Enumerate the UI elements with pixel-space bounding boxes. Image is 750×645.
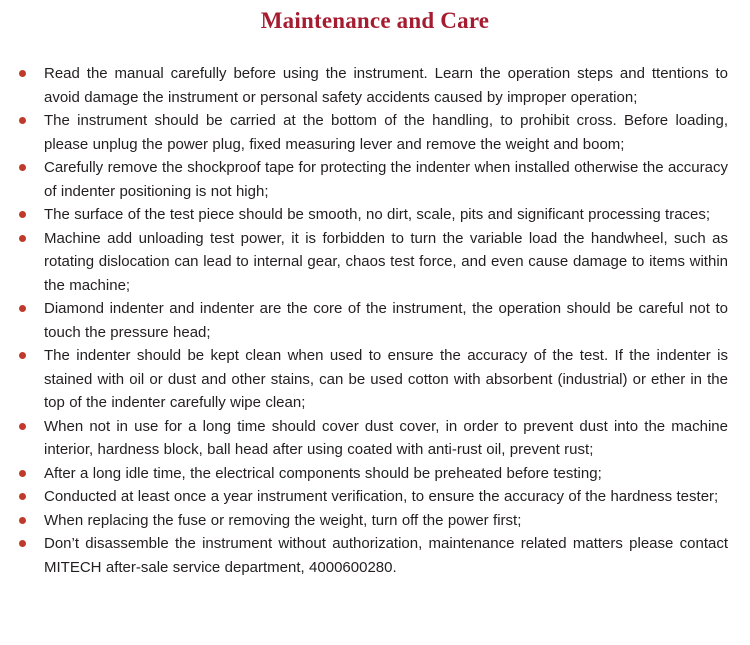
maintenance-bullet-list	[0, 62, 750, 579]
list-item-text: When not in use for a long time should cover dust cover, in order to prevent dust into the machine interior, hardness block, ball head after using coated with anti-rust oil, prevent rust;	[44, 417, 728, 458]
bullet-dot-icon	[0, 156, 44, 180]
list-item	[0, 203, 750, 227]
list-item-text: Don’t disassemble the instrument without authorization, maintenance related matters please contact MITECH after-sale service department, 4000600280.	[44, 535, 728, 576]
list-item	[0, 227, 750, 298]
list-item-text: Diamond indenter and indenter are the core of the instrument, the operation should be careful not to touch the pressure head;	[44, 300, 728, 341]
list-item	[0, 509, 750, 533]
list-item-text: The surface of the test piece should be smooth, no dirt, scale, pits and significant processing traces;	[44, 206, 711, 223]
page-title: Maintenance and Care	[260, 8, 490, 33]
bullet-dot-icon	[0, 297, 44, 321]
list-item	[0, 462, 750, 486]
list-item	[0, 156, 750, 203]
list-item-text: When replacing the fuse or removing the weight, turn off the power first;	[44, 511, 522, 529]
bullet-dot-icon	[0, 485, 44, 509]
list-item-text: After a long idle time, the electrical components should be preheated before testing;	[44, 464, 602, 482]
bullet-dot-icon	[0, 344, 44, 368]
bullet-dot-icon	[0, 415, 44, 439]
bullet-dot-icon	[0, 62, 44, 86]
list-item-text: The indenter should be kept clean when used to ensure the accuracy of the test. If the indenter is stained with oil or dust and other stains, can be used cotton with absorbent (industrial) or ether in the top of the indenter carefully wipe clean;	[44, 347, 728, 411]
bullet-dot-icon	[0, 462, 44, 486]
list-item-text: Conducted at least once a year instrument verification, to ensure the accuracy of the hardness tester;	[44, 488, 719, 505]
list-item	[0, 62, 750, 109]
bullet-dot-icon	[0, 227, 44, 251]
list-item-text: Read the manual carefully before using the instrument. Learn the operation steps and ttentions to avoid damage the instrument or personal safety accidents caused by improper operation;	[44, 65, 728, 106]
list-item-text: Machine add unloading test power, it is forbidden to turn the variable load the handwheel, such as rotating dislocation can lead to internal gear, chaos test force, and even cause damage to items within the machine;	[44, 229, 728, 294]
list-item	[0, 532, 750, 579]
list-item	[0, 415, 750, 462]
list-item	[0, 485, 750, 509]
bullet-dot-icon	[0, 203, 44, 227]
list-item	[0, 109, 750, 156]
list-item	[0, 297, 750, 344]
bullet-dot-icon	[0, 509, 44, 533]
list-item-text: The instrument should be carried at the bottom of the handling, to prohibit cross. Before loading, please unplug the power plug, fixed measuring lever and remove the weight and boom;	[44, 112, 728, 153]
list-item-text: Carefully remove the shockproof tape for protecting the indenter when installed otherwise the accuracy of indenter positioning is not high;	[44, 159, 728, 200]
bullet-dot-icon	[0, 109, 44, 133]
bullet-dot-icon	[0, 532, 44, 556]
list-item	[0, 344, 750, 415]
